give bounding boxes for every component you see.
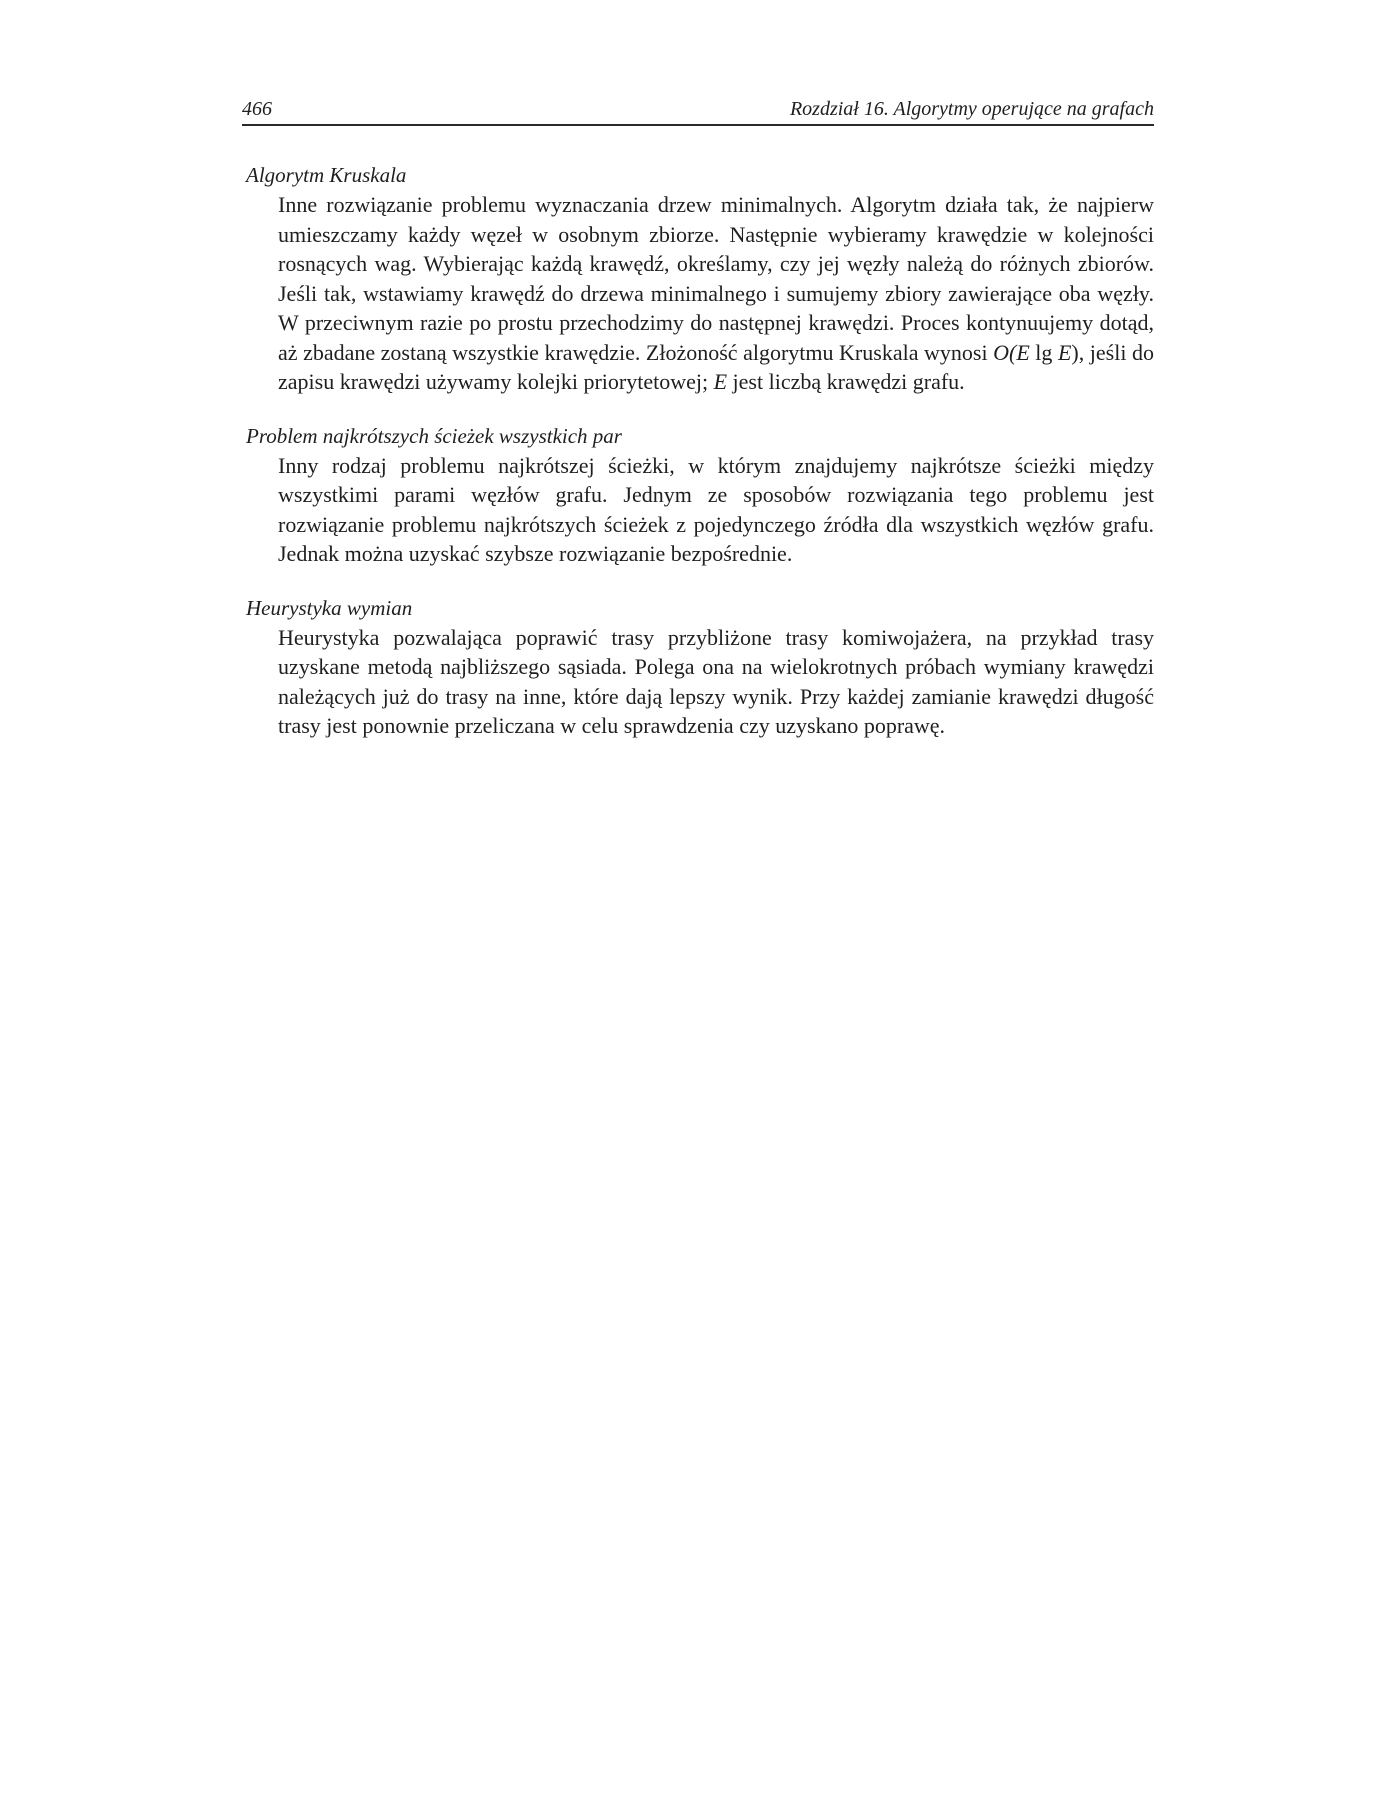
glossary-definition: Inny rodzaj problemu najkrótszej ścieżki, w którym znajdujemy najkrótsze ścieżki między wszystkimi parami węzłów grafu. Jednym ze sposobów rozwiązania tego problemu jest rozwiązanie problemu najkrótszych ścieżek z pojedynczego źródła dla wszystkich węzłów grafu. Jednak można uzyskać szybsze rozwiązanie bezpośrednie. xyxy=(278,452,1154,566)
glossary-entry-exchange-heuristic xyxy=(246,593,1154,741)
definition-text: ), jeśli do zapisu krawędzi używamy kolejki priorytetowej; xyxy=(278,339,1154,394)
glossary-term: Algorytm Kruskala xyxy=(246,163,407,187)
page-number: 466 xyxy=(242,98,272,120)
glossary-content xyxy=(246,160,1154,765)
complexity-formula-e: E xyxy=(1057,339,1072,365)
definition-text: jest liczbą krawędzi grafu. xyxy=(727,369,965,394)
glossary-entry-all-pairs-shortest-paths xyxy=(246,421,1154,569)
definition-text: Inne rozwiązanie problemu wyznaczania drzew minimalnych. Algorytm działa tak, że najpierw umieszczamy każdy węzeł w osobnym zbiorze. Następnie wybieramy krawędzie w kolejności rosnących wag. Wybierając każdą krawędź, określamy, czy jej węzły należą do różnych zbiorów. Jeśli tak, wstawiamy krawędź do drzewa minimalnego i sumujemy zbiory zawierające oba węzły. W przeciwnym razie po prostu przechodzimy do następnej krawędzi. Proces kontynuujemy dotąd, aż zbadane zostaną wszystkie krawędzie. Złożoność algorytmu Kruskala wynosi xyxy=(278,192,1154,365)
page-header xyxy=(242,96,1154,126)
glossary-definition xyxy=(278,190,1154,397)
running-head: Rozdział 16. Algorytmy operujące na grafach xyxy=(789,98,1154,120)
variable-e: E xyxy=(713,369,728,394)
complexity-formula-o: O(E xyxy=(993,339,1030,365)
complexity-formula-lg: lg xyxy=(1029,339,1058,365)
glossary-entry-kruskal xyxy=(246,160,1154,397)
glossary-term: Problem najkrótszych ścieżek wszystkich par xyxy=(246,423,622,448)
glossary-definition: Heurystyka pozwalająca poprawić trasy przybliżone trasy komiwojażera, na przykład trasy uzyskane metodą najbliższego sąsiada. Polega ona na wielokrotnych próbach wymiany krawędzi należących już do trasy na inne, które dają lepszy wynik. Przy każdej zamianie krawędzi długość trasy jest ponownie przeliczana w celu sprawdzenia czy uzyskano poprawę. xyxy=(278,624,1154,738)
glossary-term: Heurystyka wymian xyxy=(246,595,413,620)
